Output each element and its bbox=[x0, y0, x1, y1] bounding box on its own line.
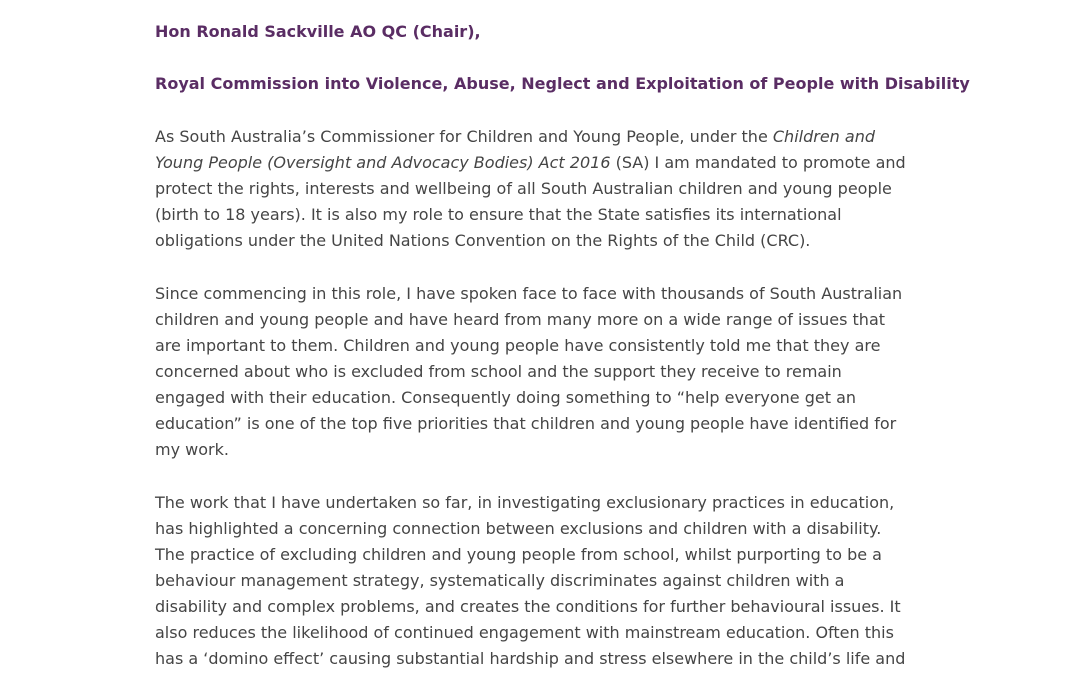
paragraph-engagement bbox=[155, 281, 902, 463]
text-line: obligations under the United Nations Convention on the Rights of the Child (CRC). bbox=[155, 231, 811, 250]
text-line: behaviour management strategy, systematically discriminates against children with a bbox=[155, 571, 845, 590]
paragraph-exclusions bbox=[155, 490, 905, 672]
text-line: protect the rights, interests and wellbeing of all South Australian children and young people bbox=[155, 179, 892, 198]
text-line: also reduces the likelihood of continued engagement with mainstream education. Often this bbox=[155, 623, 894, 642]
text-line: (birth to 18 years). It is also my role to ensure that the State satisfies its international bbox=[155, 205, 842, 224]
paragraph-intro bbox=[155, 124, 906, 254]
text-line: engaged with their education. Consequently doing something to “help everyone get an bbox=[155, 388, 857, 407]
text-line: Young People (Oversight and Advocacy Bodies) Act 2016 (SA) I am mandated to promote and bbox=[155, 153, 906, 172]
text-line: my work. bbox=[155, 440, 229, 459]
text-line: disability and complex problems, and creates the conditions for further behavioural issues. It bbox=[155, 597, 901, 616]
text-line: The practice of excluding children and young people from school, whilst purporting to be a bbox=[155, 545, 882, 564]
text-line: concerned about who is excluded from school and the support they receive to remain bbox=[155, 362, 842, 381]
text-line: The work that I have undertaken so far, in investigating exclusionary practices in education, bbox=[155, 493, 895, 512]
text-line: are important to them. Children and young people have consistently told me that they are bbox=[155, 336, 881, 355]
text-line: Since commencing in this role, I have spoken face to face with thousands of South Australian bbox=[155, 284, 903, 303]
text-line: education” is one of the top five priorities that children and young people have identified for bbox=[155, 414, 897, 433]
text-line: has a ‘domino effect’ causing substantial hardship and stress elsewhere in the child’s life and bbox=[155, 649, 906, 668]
text-line: children and young people and have heard from many more on a wide range of issues that bbox=[155, 310, 886, 329]
text-line: As South Australia’s Commissioner for Children and Young People, under the Children and bbox=[155, 127, 875, 146]
addressee-heading: Hon Ronald Sackville AO QC (Chair), bbox=[155, 22, 481, 41]
text-line: has highlighted a concerning connection between exclusions and children with a disability. bbox=[155, 519, 882, 538]
commission-heading: Royal Commission into Violence, Abuse, Neglect and Exploitation of People with Disability bbox=[155, 74, 970, 93]
